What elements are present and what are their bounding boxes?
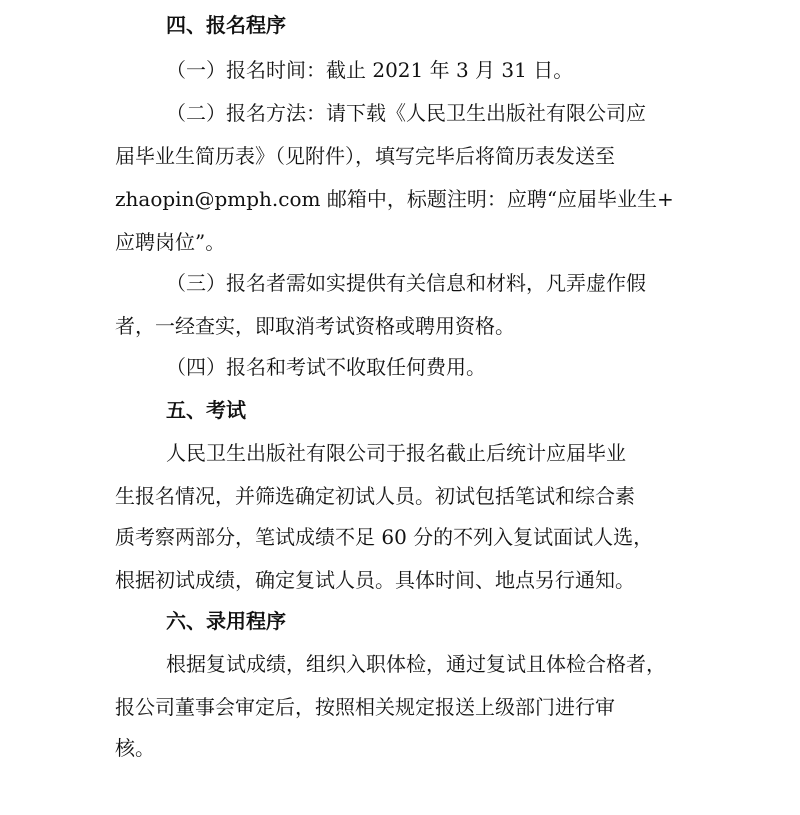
section-heading-hiring: 六、录用程序 xyxy=(166,609,286,633)
hiring-line-3: 核。 xyxy=(115,736,155,760)
registration-truthful-line-2: 者，一经查实，即取消考试资格或聘用资格。 xyxy=(115,314,515,338)
registration-method-line-3: zhaopin@pmph.com 邮箱中，标题注明：应聘“应届毕业生+ xyxy=(115,187,674,211)
registration-truthful-line-1: （三）报名者需如实提供有关信息和材料，凡弄虚作假 xyxy=(166,271,646,295)
exam-line-4: 根据初试成绩，确定复试人员。具体时间、地点另行通知。 xyxy=(115,568,635,592)
registration-method-line-4: 应聘岗位”。 xyxy=(115,230,226,254)
registration-method-line-2: 届毕业生简历表》（见附件），填写完毕后将简历表发送至 xyxy=(115,144,615,168)
registration-time-line: （一）报名时间：截止 2021 年 3 月 31 日。 xyxy=(166,58,574,82)
hiring-line-1: 根据复试成绩，组织入职体检，通过复试且体检合格者， xyxy=(166,652,666,676)
exam-line-3: 质考察两部分，笔试成绩不足 60 分的不列入复试面试人选， xyxy=(115,525,654,549)
exam-line-1: 人民卫生出版社有限公司于报名截止后统计应届毕业 xyxy=(166,441,626,465)
exam-line-2: 生报名情况，并筛选确定初试人员。初试包括笔试和综合素 xyxy=(115,484,635,508)
registration-method-line-1: （二）报名方法：请下载《人民卫生出版社有限公司应 xyxy=(166,101,646,125)
section-heading-registration: 四、报名程序 xyxy=(166,13,286,37)
section-heading-exam: 五、考试 xyxy=(166,398,246,422)
registration-fee-line: （四）报名和考试不收取任何费用。 xyxy=(166,355,486,379)
hiring-line-2: 报公司董事会审定后，按照相关规定报送上级部门进行审 xyxy=(115,695,615,719)
